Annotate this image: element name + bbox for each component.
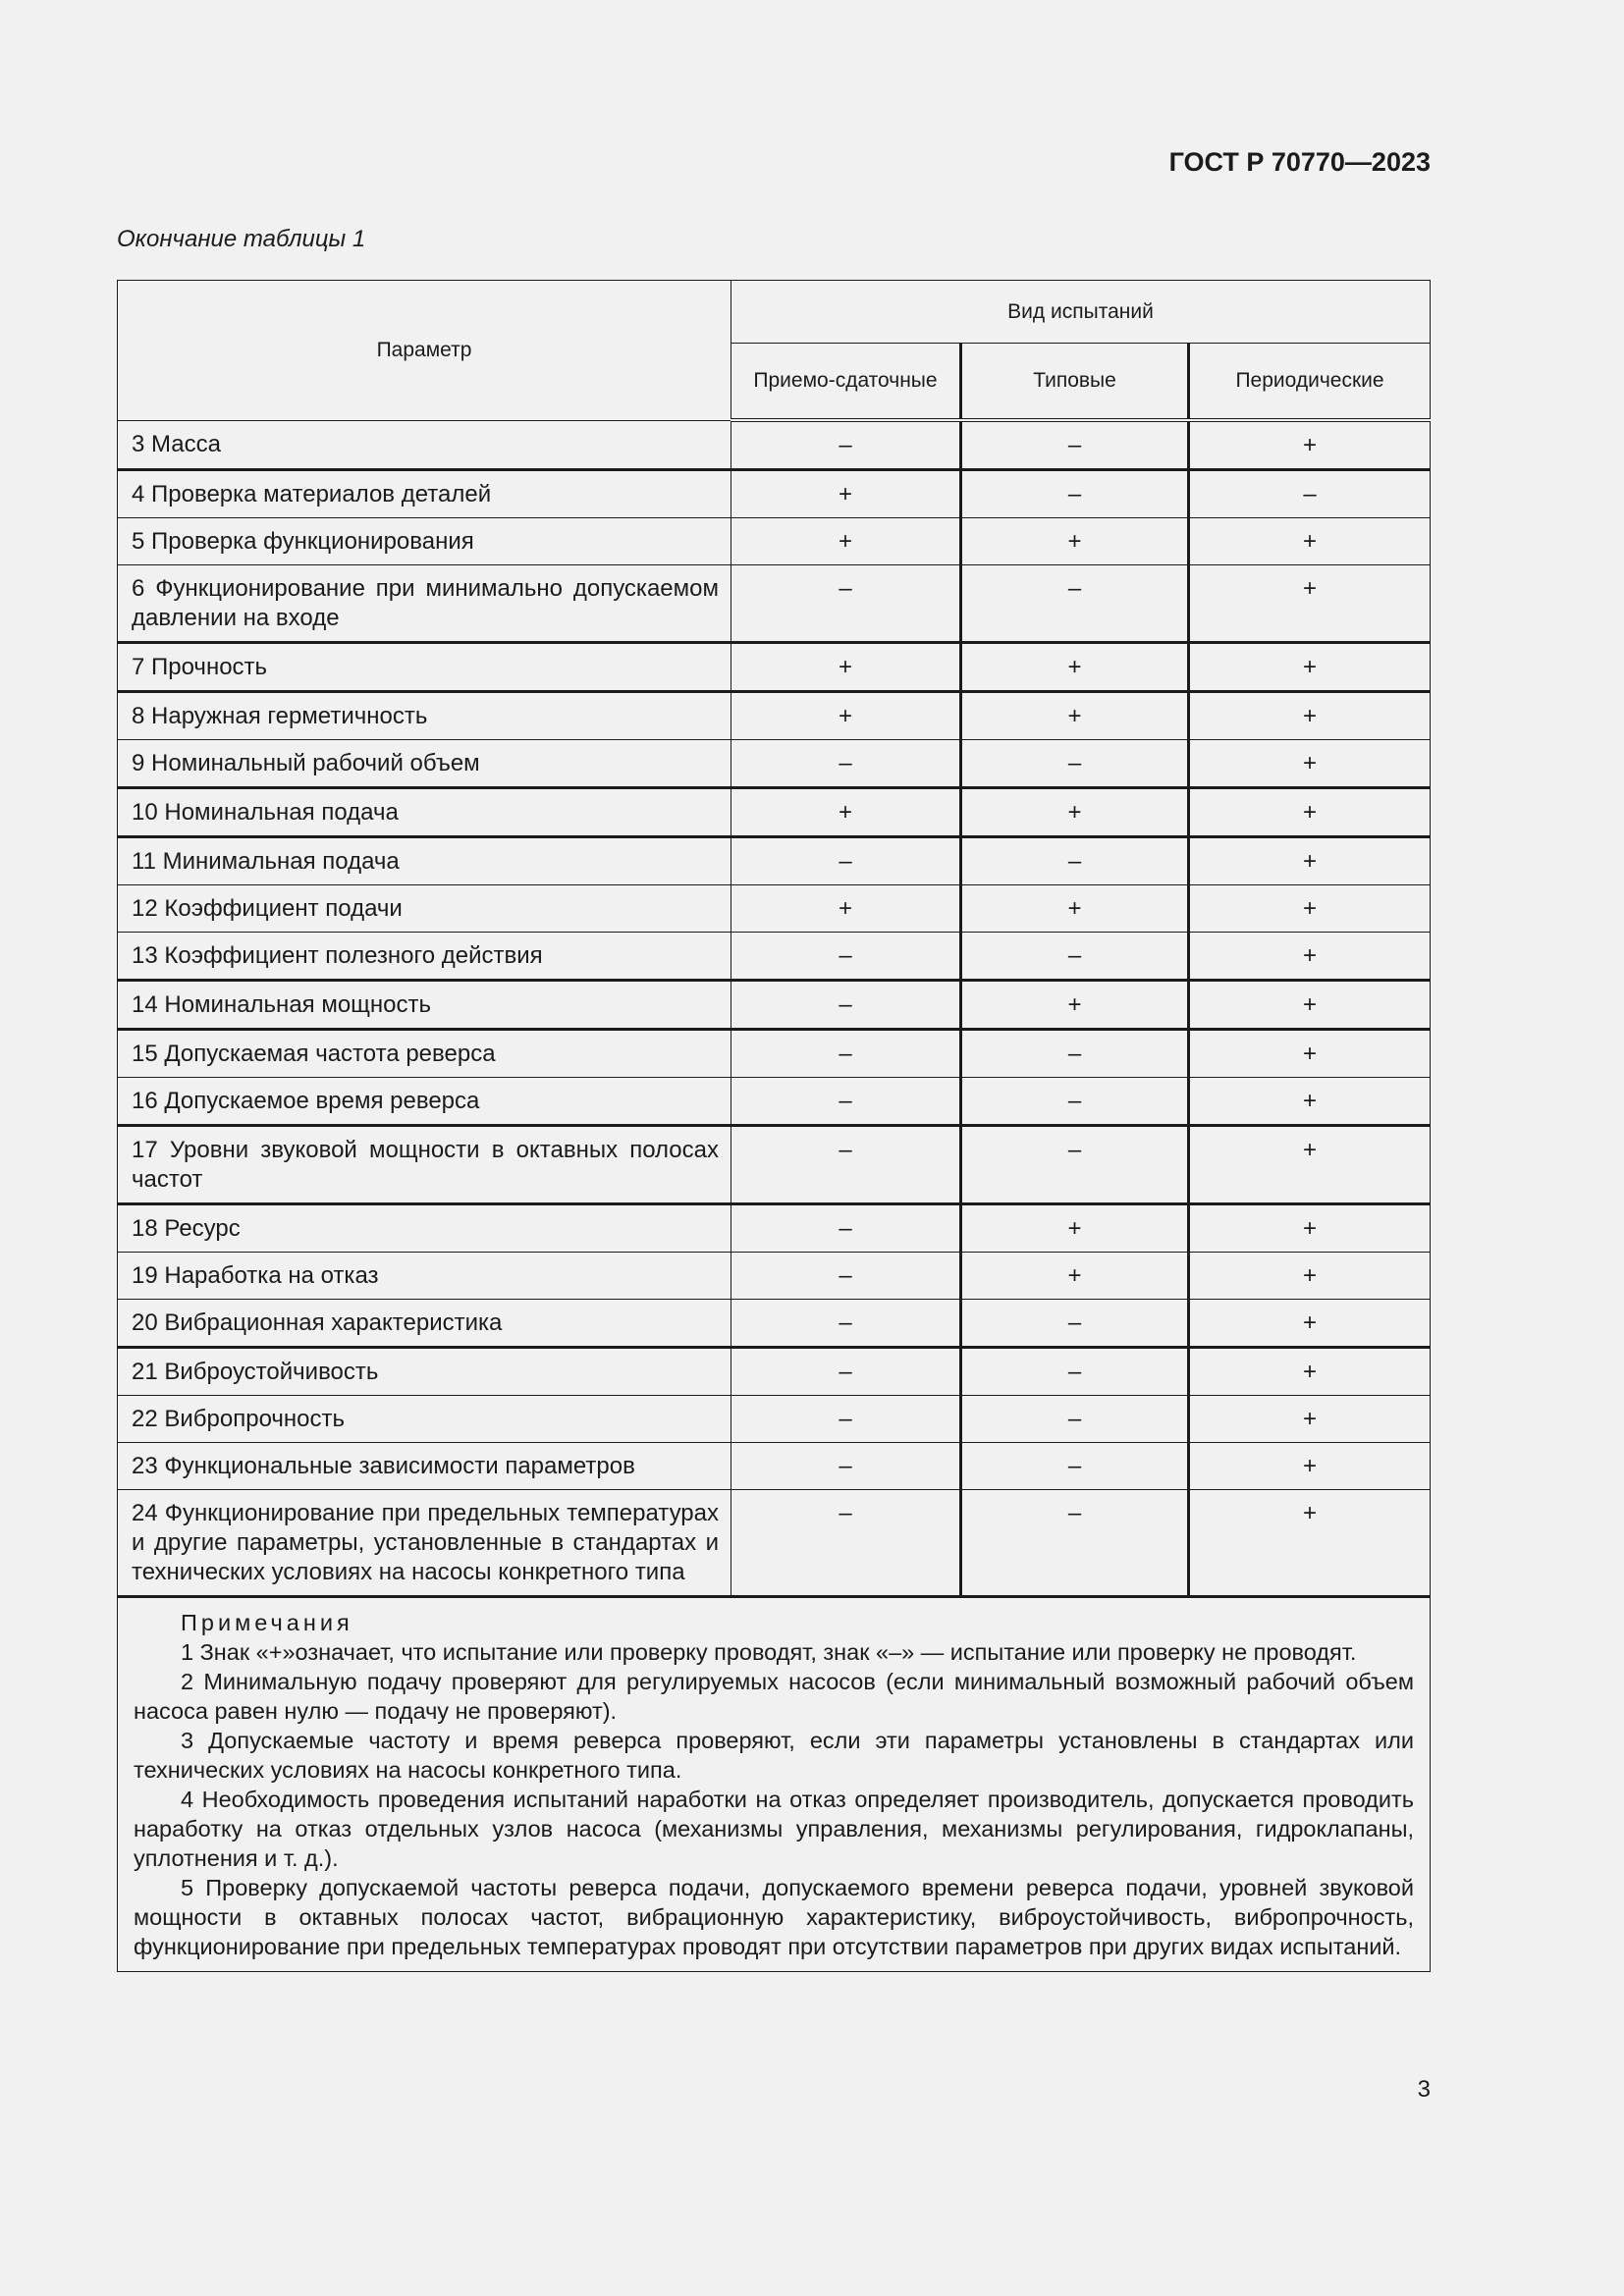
parameter-cell: 6 Функционирование при минимально допускаемом давлении на входе <box>118 565 731 643</box>
type-cell: – <box>961 1396 1189 1443</box>
type-cell: + <box>961 788 1189 837</box>
table-row <box>118 740 1431 788</box>
acceptance-cell: – <box>731 1300 961 1348</box>
page-number: 3 <box>1417 2076 1431 2103</box>
table-row <box>118 885 1431 933</box>
acceptance-cell: + <box>731 885 961 933</box>
table-row <box>118 981 1431 1030</box>
acceptance-cell: + <box>731 692 961 740</box>
parameter-cell: 10 Номинальная подача <box>118 788 731 837</box>
acceptance-cell: – <box>731 933 961 981</box>
acceptance-cell: – <box>731 1030 961 1078</box>
parameter-cell: 22 Вибропрочность <box>118 1396 731 1443</box>
type-cell: – <box>961 1300 1189 1348</box>
parameter-cell: 4 Проверка материалов деталей <box>118 470 731 518</box>
table-row <box>118 1126 1431 1204</box>
note-item: 2 Минимальную подачу проверяют для регулируемых насосов (если минимальный возможный рабочий объем насоса равен нулю — подачу не проверяют). <box>134 1669 1414 1724</box>
type-cell: – <box>961 565 1189 643</box>
table-row <box>118 643 1431 692</box>
acceptance-cell: + <box>731 643 961 692</box>
table-row <box>118 692 1431 740</box>
parameter-cell: 17 Уровни звуковой мощности в октавных полосах частот <box>118 1126 731 1204</box>
periodic-cell: + <box>1189 1078 1431 1126</box>
parameter-cell: 21 Виброустойчивость <box>118 1348 731 1396</box>
periodic-cell: + <box>1189 740 1431 788</box>
header-type: Типовые <box>961 344 1189 421</box>
parameter-cell: 13 Коэффициент полезного действия <box>118 933 731 981</box>
acceptance-cell: – <box>731 837 961 885</box>
parameter-cell: 5 Проверка функционирования <box>118 518 731 565</box>
header-parameter: Параметр <box>118 281 731 421</box>
periodic-cell: + <box>1189 885 1431 933</box>
acceptance-cell: – <box>731 565 961 643</box>
parameter-cell: 12 Коэффициент подачи <box>118 885 731 933</box>
acceptance-cell: – <box>731 1443 961 1490</box>
acceptance-cell: – <box>731 1126 961 1204</box>
notes-block <box>118 1597 1431 1972</box>
periodic-cell: + <box>1189 788 1431 837</box>
type-cell: – <box>961 1490 1189 1597</box>
table-caption: Окончание таблицы 1 <box>117 226 366 252</box>
table-row <box>118 565 1431 643</box>
table-row <box>118 1204 1431 1253</box>
periodic-cell: + <box>1189 1030 1431 1078</box>
table-row <box>118 1396 1431 1443</box>
periodic-cell: + <box>1189 518 1431 565</box>
table-row <box>118 837 1431 885</box>
table-row <box>118 420 1431 470</box>
type-cell: + <box>961 643 1189 692</box>
acceptance-cell: – <box>731 1490 961 1597</box>
periodic-cell: + <box>1189 933 1431 981</box>
type-cell: – <box>961 1348 1189 1396</box>
parameter-cell: 24 Функционирование при предельных температурах и другие параметры, установленные в стандартах и технических условиях на насосы конкретного типа <box>118 1490 731 1597</box>
document-code: ГОСТ Р 70770—2023 <box>1168 147 1431 177</box>
type-cell: – <box>961 1078 1189 1126</box>
parameter-cell: 19 Наработка на отказ <box>118 1253 731 1300</box>
periodic-cell: + <box>1189 643 1431 692</box>
acceptance-cell: – <box>731 1396 961 1443</box>
note-item: 3 Допускаемые частоту и время реверса проверяют, если эти параметры установлены в стандартах или технических условиях на насосы конкретного типа. <box>134 1728 1414 1783</box>
type-cell: – <box>961 837 1189 885</box>
table-row <box>118 1253 1431 1300</box>
type-cell: – <box>961 470 1189 518</box>
parameter-cell: 3 Масса <box>118 420 731 470</box>
type-cell: + <box>961 1253 1189 1300</box>
parameter-cell: 9 Номинальный рабочий объем <box>118 740 731 788</box>
type-cell: – <box>961 1443 1189 1490</box>
type-cell: + <box>961 885 1189 933</box>
acceptance-cell: – <box>731 740 961 788</box>
table-row <box>118 470 1431 518</box>
periodic-cell: + <box>1189 981 1431 1030</box>
table-row <box>118 1348 1431 1396</box>
periodic-cell: + <box>1189 1126 1431 1204</box>
note-item: 1 Знак «+»означает, что испытание или проверку проводят, знак «–» — испытание или проверку не проводят. <box>181 1639 1357 1665</box>
parameter-cell: 20 Вибрационная характеристика <box>118 1300 731 1348</box>
parameter-cell: 7 Прочность <box>118 643 731 692</box>
acceptance-cell: + <box>731 788 961 837</box>
header-periodic: Периодические <box>1189 344 1431 421</box>
periodic-cell: + <box>1189 1204 1431 1253</box>
notes-heading: Примечания <box>181 1610 353 1635</box>
test-types-table <box>117 280 1431 1972</box>
table-row <box>118 788 1431 837</box>
acceptance-cell: – <box>731 420 961 470</box>
acceptance-cell: – <box>731 981 961 1030</box>
table-row <box>118 1300 1431 1348</box>
periodic-cell: + <box>1189 565 1431 643</box>
table-body <box>118 420 1431 1597</box>
type-cell: + <box>961 518 1189 565</box>
type-cell: – <box>961 1126 1189 1204</box>
periodic-cell: + <box>1189 837 1431 885</box>
table-row <box>118 933 1431 981</box>
header-acceptance: Приемо-сдаточные <box>731 344 961 421</box>
acceptance-cell: – <box>731 1253 961 1300</box>
periodic-cell: + <box>1189 1396 1431 1443</box>
type-cell: – <box>961 420 1189 470</box>
periodic-cell: + <box>1189 1348 1431 1396</box>
table-row <box>118 1030 1431 1078</box>
periodic-cell: + <box>1189 1490 1431 1597</box>
table-row <box>118 518 1431 565</box>
type-cell: + <box>961 692 1189 740</box>
periodic-cell: + <box>1189 1253 1431 1300</box>
type-cell: – <box>961 1030 1189 1078</box>
table-row <box>118 1490 1431 1597</box>
periodic-cell: + <box>1189 420 1431 470</box>
parameter-cell: 11 Минимальная подача <box>118 837 731 885</box>
acceptance-cell: + <box>731 470 961 518</box>
acceptance-cell: – <box>731 1078 961 1126</box>
periodic-cell: + <box>1189 692 1431 740</box>
type-cell: + <box>961 1204 1189 1253</box>
header-test-type-group: Вид испытаний <box>731 281 1431 344</box>
acceptance-cell: – <box>731 1348 961 1396</box>
table-row <box>118 1078 1431 1126</box>
type-cell: – <box>961 933 1189 981</box>
note-item: 4 Необходимость проведения испытаний наработки на отказ определяет производитель, допускается проводить наработку на отказ отдельных узлов насоса (механизмы управления, механизмы регулирования, гидроклапаны, уплотнения и т. д.). <box>134 1787 1414 1871</box>
parameter-cell: 18 Ресурс <box>118 1204 731 1253</box>
type-cell: + <box>961 981 1189 1030</box>
parameter-cell: 14 Номинальная мощность <box>118 981 731 1030</box>
parameter-cell: 16 Допускаемое время реверса <box>118 1078 731 1126</box>
parameter-cell: 23 Функциональные зависимости параметров <box>118 1443 731 1490</box>
parameter-cell: 8 Наружная герметичность <box>118 692 731 740</box>
type-cell: – <box>961 740 1189 788</box>
acceptance-cell: + <box>731 518 961 565</box>
table-row <box>118 1443 1431 1490</box>
note-item: 5 Проверку допускаемой частоты реверса подачи, допускаемого времени реверса подачи, уровней звуковой мощности в октавных полосах частот, вибрационную характеристику, виброустойчивость, вибропрочность, функционирование при предельных температурах проводят при отсутствии параметров при других видах испытаний. <box>134 1875 1414 1959</box>
acceptance-cell: – <box>731 1204 961 1253</box>
periodic-cell: – <box>1189 470 1431 518</box>
periodic-cell: + <box>1189 1443 1431 1490</box>
parameter-cell: 15 Допускаемая частота реверса <box>118 1030 731 1078</box>
periodic-cell: + <box>1189 1300 1431 1348</box>
